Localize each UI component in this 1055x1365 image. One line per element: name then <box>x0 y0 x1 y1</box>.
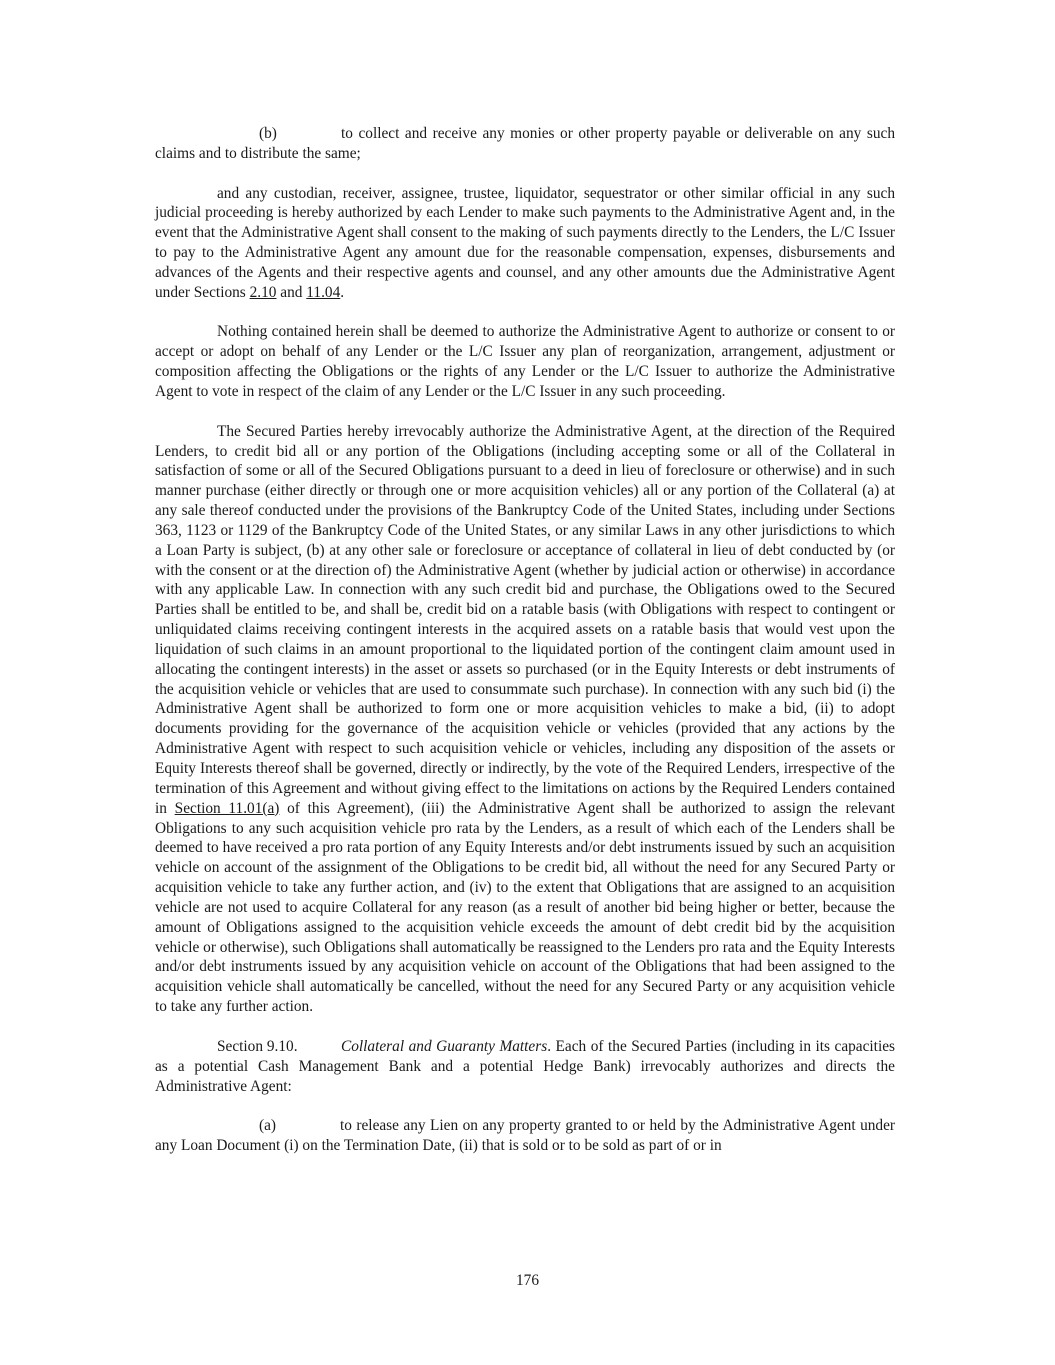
clause-a-text: to release any Lien on any property granted to or held by the Administrative Agent under any Loan Document (i) on the Termination Date, (ii) that is sold or to be sold as part of or in <box>155 1117 895 1155</box>
custodian-and: and <box>276 283 307 301</box>
clause-b-text: to collect and receive any monies or other property payable or deliverable on any such claims and to distribute the same; <box>155 125 895 162</box>
section-9-10 <box>155 1037 895 1097</box>
section-ref-11-01a[interactable]: Section 11.01(a) <box>174 799 280 817</box>
custodian-end: . <box>340 283 345 301</box>
section-heading-punct: . <box>547 1037 552 1055</box>
custodian-text: and any custodian, receiver, assignee, trustee, liquidator, sequestrator or other similar official in any such judicial proceeding is hereby authorized by each Lender to make such payments to the Administrative Agent and, in the event that the Administrative Agent shall consent to the making of such payments directly to the Lenders, the L/C Issuer to pay to the Administrative Agent any amount due for the reasonable compensation, expenses, disbursements and advances of the Agents and their respective agents and counsel, and any other amounts due the Administrative Agent under Sections <box>155 184 895 301</box>
clause-a <box>155 1116 895 1156</box>
document-page <box>155 124 895 1176</box>
page-number: 176 <box>515 1272 539 1289</box>
section-text: Each of the Secured Parties (including in its capacities as a potential Cash Management Bank and a potential Hedge Bank) irrevocably authorizes and directs the Administrative Agent: <box>155 1037 895 1095</box>
credit-bid-paragraph <box>155 422 895 1017</box>
credit-bid-text: The Secured Parties hereby irrevocably authorize the Administrative Agent, at the direction of the Required Lenders, to credit bid all or any portion of the Obligations (including accepting some or all of the Collateral in satisfaction of some or all of the Secured Obligations pursuant to a deed in lieu of foreclosure or otherwise) and in such manner purchase (either directly or through one or more acquisition vehicles) all or any portion of the Collateral (a) at any sale thereof conducted under the provisions of the Bankruptcy Code of the United States, including under Sections 363, 1123 or 1129 of the Bankruptcy Code of the United States, or any similar Laws in any other jurisdictions to which a Loan Party is subject, (b) at any other sale or foreclosure or acceptance of collateral in lieu of debt conducted by (or with the consent or at the direction of) the Administrative Agent (whether by judicial action or otherwise) in accordance with any applicable Law. In connection with any such credit bid and purchase, the Obligations owed to the Secured Parties shall be entitled to be, and shall be, credit bid on a ratable basis (with Obligations with respect to contingent or unliquidated claims receiving contingent interests in the acquired assets on a ratable basis that would vest upon the liquidation of such claims in an amount proportional to the liquidated portion of the contingent claim amount used in allocating the contingent interests) in the asset or assets so purchased (or in the Equity Interests or debt instruments of the acquisition vehicle or vehicles that are used to consummate such purchase). In connection with any such bid (i) the Administrative Agent shall be authorized to form one or more acquisition vehicles to make a bid, (ii) to adopt documents providing for the governance of the acquisition vehicle or vehicles (provided that any actions by the Administrative Agent with respect to such acquisition vehicle or vehicles, including any disposition of the assets or Equity Interests thereof shall be governed, directly or indirectly, by the vote of the Required Lenders, irrespective of the termination of this Agreement and without giving effect to the limitations on actions by the Required Lenders contained in <box>155 422 895 817</box>
section-ref-2-10[interactable]: 2.10 <box>249 283 277 301</box>
credit-bid-text-end: of this Agreement), (iii) the Administrative Agent shall be authorized to assign the relevant Obligations to any such acquisition vehicle pro rata by the Lenders, as a result of which each of the Lenders shall be deemed to have received a pro rata portion of any Equity Interests and/or debt instruments issued by such an acquisition vehicle on account of the assignment of the Obligations to be credit bid, all without the need for any Secured Party or acquisition vehicle to take any further action, and (iv) to the extent that Obligations that are assigned to an acquisition vehicle are not used to acquire Collateral for any reason (as a result of another bid being higher or better, because the amount of Obligations assigned to the acquisition vehicle exceeds the amount of debt credit bid by the acquisition vehicle or otherwise), such Obligations shall automatically be reassigned to the Lenders pro rata and the Equity Interests and/or debt instruments issued by any acquisition vehicle on account of the Obligations that had been assigned to the acquisition vehicle shall automatically be cancelled, without the need for any Secured Party or any acquisition vehicle to take any further action. <box>155 799 896 1016</box>
section-ref-11-04[interactable]: 11.04 <box>306 283 341 301</box>
clause-b <box>155 124 895 164</box>
custodian-paragraph <box>155 184 895 303</box>
clause-a-label: (a) <box>259 1117 277 1135</box>
clause-b-label: (b) <box>259 125 277 142</box>
nothing-contained-paragraph: Nothing contained herein shall be deemed to authorize the Administrative Agent to authorize or consent to or accept or adopt on behalf of any Lender or the L/C Issuer any plan of reorganization, arrangement, adjustment or composition affecting the Obligations or the rights of any Lender or the L/C Issuer to authorize the Administrative Agent to vote in respect of the claim of any Lender or the L/C Issuer in any such proceeding. <box>155 323 895 400</box>
section-heading: Collateral and Guaranty Matters <box>341 1037 548 1055</box>
section-number: Section 9.10. <box>217 1037 298 1055</box>
